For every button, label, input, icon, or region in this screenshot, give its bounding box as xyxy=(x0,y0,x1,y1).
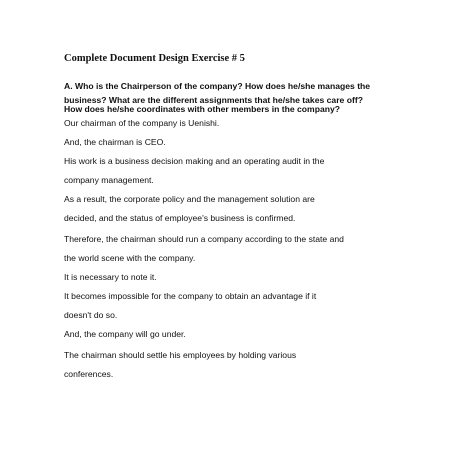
body-line-2: And, the chairman is CEO. xyxy=(64,137,166,147)
document-title: Complete Document Design Exercise # 5 xyxy=(64,53,245,64)
question-line-2: business? What are the different assignments that he/she takes care off? xyxy=(64,95,363,105)
question-line-3: How does he/she coordinates with other members in the company? xyxy=(64,104,341,114)
body-line-11: doesn't do so. xyxy=(64,310,118,320)
body-line-7: Therefore, the chairman should run a company according to the state and xyxy=(64,234,344,244)
body-line-10: It becomes impossible for the company to obtain an advantage if it xyxy=(64,291,317,301)
body-line-13: The chairman should settle his employees by holding various xyxy=(64,350,297,360)
body-line-4: company management. xyxy=(64,175,154,185)
body-line-5: As a result, the corporate policy and the management solution are xyxy=(64,194,315,204)
body-line-8: the world scene with the company. xyxy=(64,253,196,263)
body-line-9: It is necessary to note it. xyxy=(64,272,157,282)
body-line-3: His work is a business decision making and an operating audit in the xyxy=(64,156,325,166)
body-line-12: And, the company will go under. xyxy=(64,329,186,339)
body-line-6: decided, and the status of employee's business is confirmed. xyxy=(64,213,296,223)
body-line-14: conferences. xyxy=(64,369,114,379)
body-line-1: Our chairman of the company is Uenishi. xyxy=(64,118,220,128)
question-line-1: A. Who is the Chairperson of the company? How does he/she manages the xyxy=(64,81,371,91)
